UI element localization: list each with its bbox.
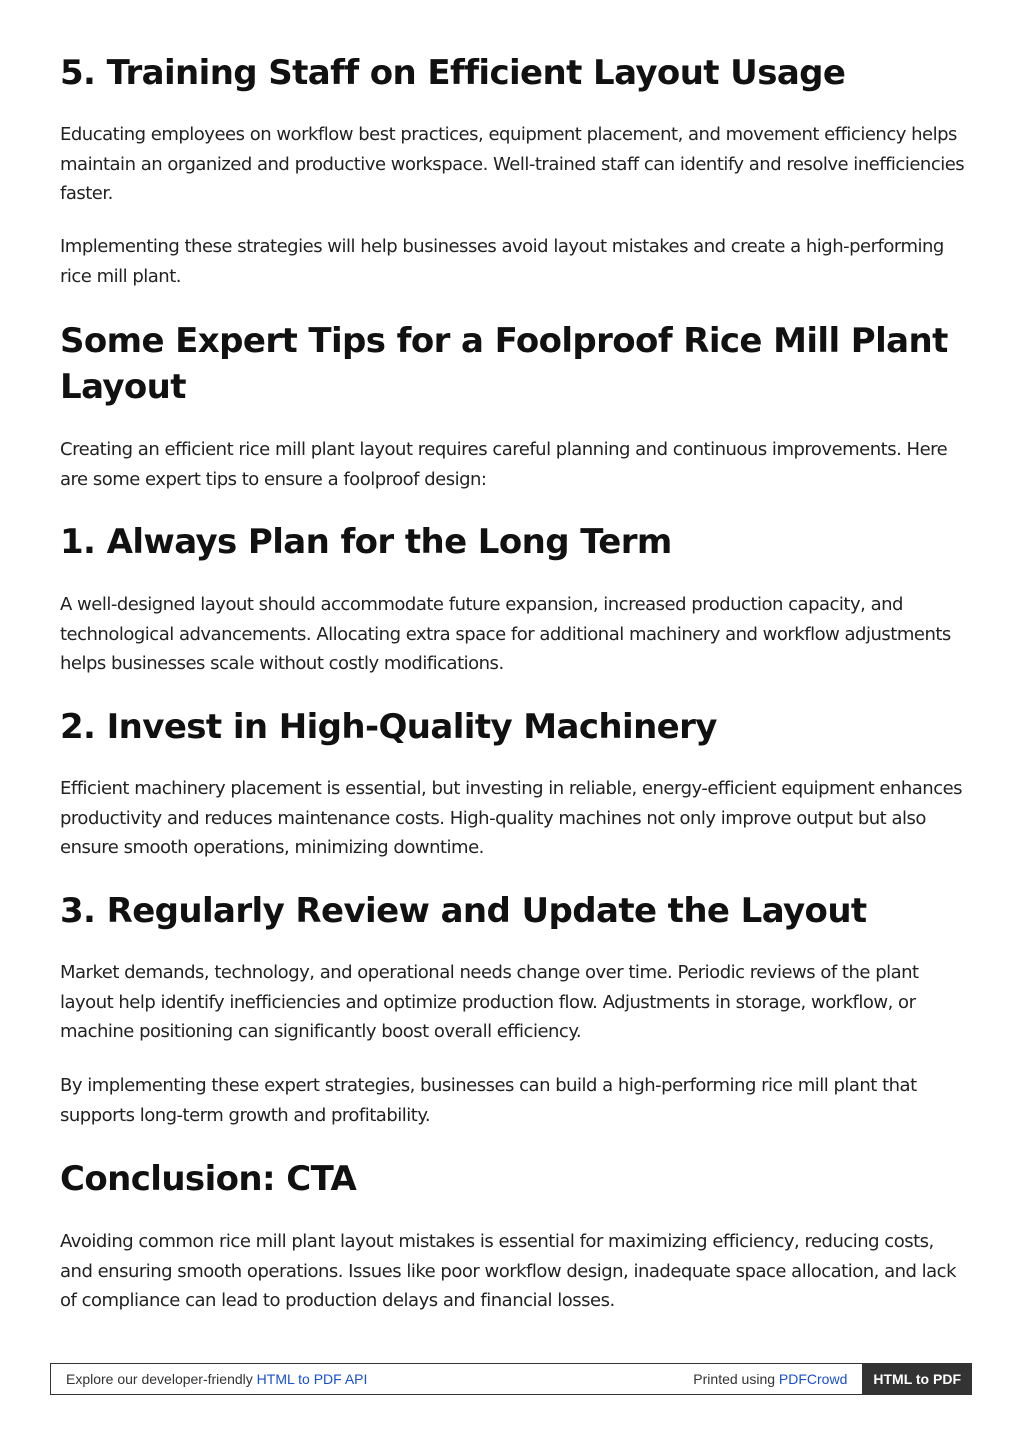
paragraph-conclusion: Avoiding common rice mill plant layout mistakes is essential for maximizing efficiency, reducing costs, and ensuring smooth operations. Issues like poor workflow design, inadequate space allocation, and lack of compliance can lead to production delays and financial losses.	[60, 1231, 957, 1311]
paragraph-training-1: Educating employees on workflow best practices, equipment placement, and movement efficiency helps maintain an organized and productive workspace. Well-trained staff can identify and resolve inefficiencies faster.	[60, 124, 965, 204]
section-heading-tip-3: 3. Regularly Review and Update the Layout	[60, 891, 867, 931]
paragraph-training-2: Implementing these strategies will help businesses avoid layout mistakes and create a high-performing rice mill plant.	[60, 236, 944, 287]
footer-explore	[51, 1371, 693, 1387]
paragraph-tip-3-2: By implementing these expert strategies, businesses can build a high-performing rice mill plant that supports long-term growth and profitability.	[60, 1075, 917, 1126]
section-heading-expert-tips: Some Expert Tips for a Foolproof Rice Mill Plant Layout	[60, 321, 948, 407]
section-heading-conclusion: Conclusion: CTA	[60, 1159, 357, 1199]
html-to-pdf-badge[interactable]: HTML to PDF	[862, 1363, 972, 1395]
paragraph-tip-1: A well-designed layout should accommodate future expansion, increased production capacity, and technological advancements. Allocating extra space for additional machinery and workflow adjustments helps businesses scale without costly modifications.	[60, 594, 951, 674]
section-heading-training: 5. Training Staff on Efficient Layout Usage	[60, 53, 846, 93]
pdf-footer-bar	[50, 1363, 972, 1395]
section-heading-tip-2: 2. Invest in High-Quality Machinery	[60, 707, 717, 747]
footer-explore-text: Explore our developer-friendly	[66, 1371, 257, 1387]
section-heading-tip-1: 1. Always Plan for the Long Term	[60, 522, 672, 562]
paragraph-tip-3-1: Market demands, technology, and operational needs change over time. Periodic reviews of the plant layout help identify inefficiencies and optimize production flow. Adjustments in storage, workflow, or machine positioning can significantly boost overall efficiency.	[60, 962, 919, 1042]
html-to-pdf-api-link[interactable]: HTML to PDF API	[256, 1371, 368, 1387]
footer-printed	[693, 1371, 862, 1387]
paragraph-tip-2: Efficient machinery placement is essential, but investing in reliable, energy-efficient equipment enhances productivity and reduces maintenance costs. High-quality machines not only improve output but also ensure smooth operations, minimizing downtime.	[60, 778, 963, 858]
footer-printed-text: Printed using	[693, 1371, 779, 1387]
paragraph-expert-tips: Creating an efficient rice mill plant layout requires careful planning and continuous improvements. Here are some expert tips to ensure a foolproof design:	[60, 439, 948, 490]
pdfcrowd-link[interactable]: PDFCrowd	[778, 1371, 848, 1387]
